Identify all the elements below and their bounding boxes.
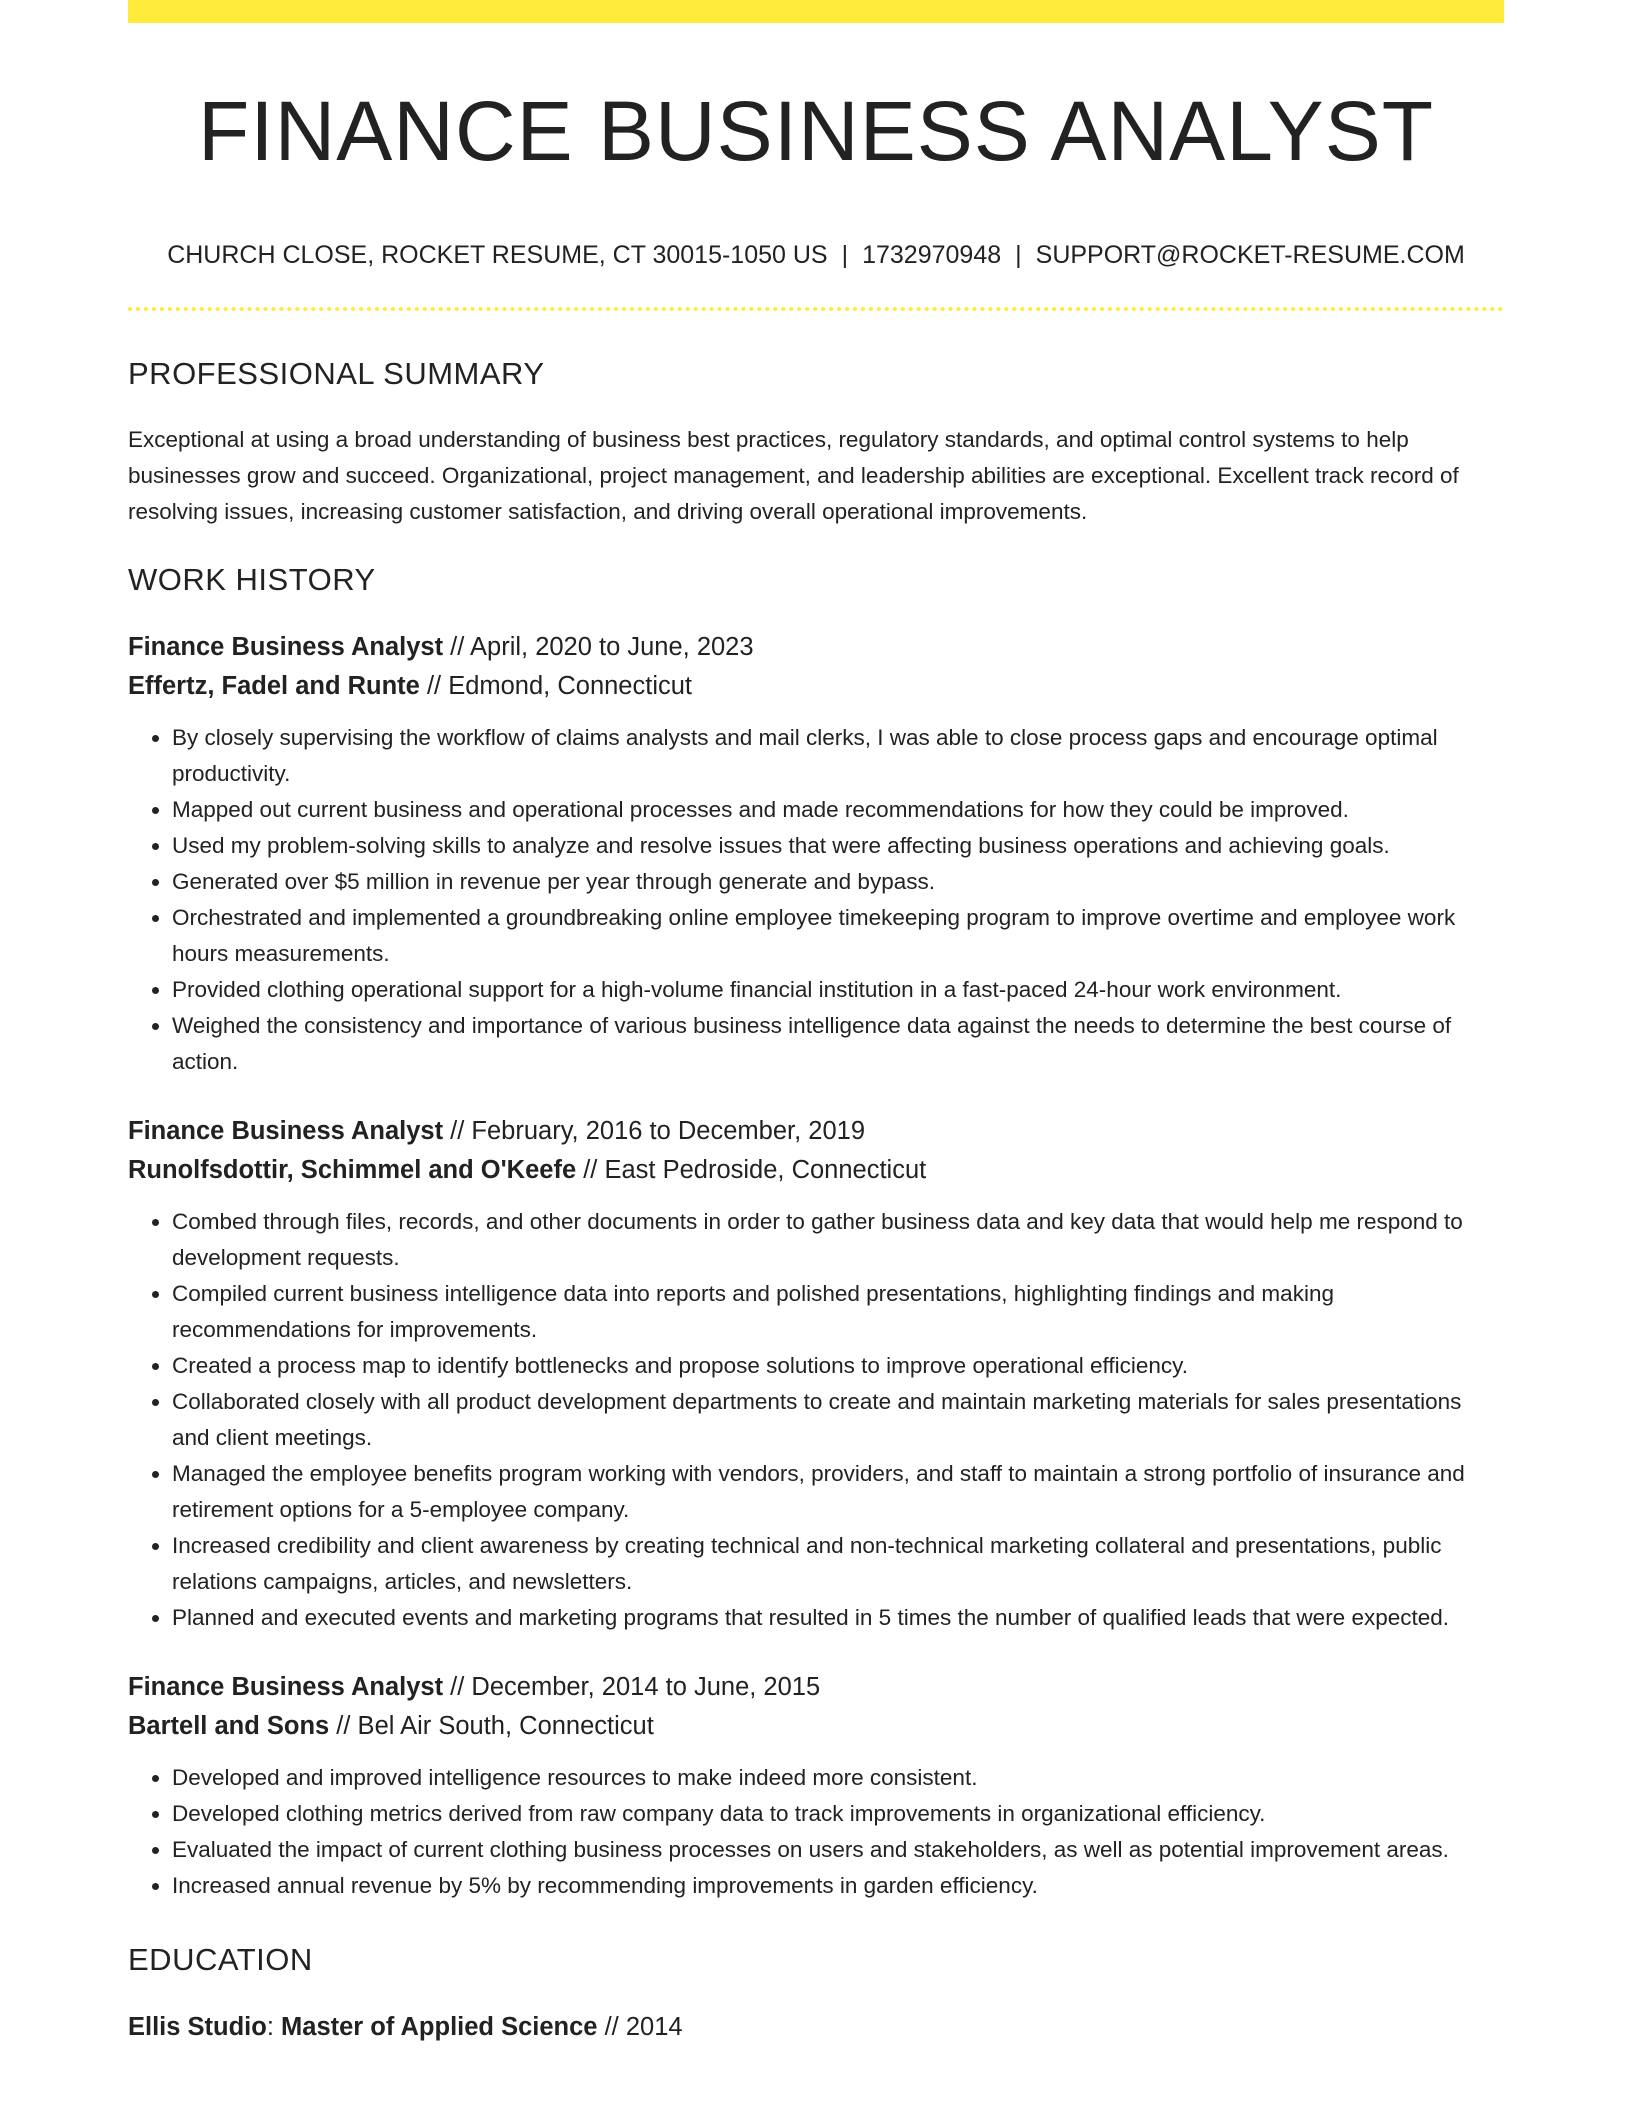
list-item: • Increased credibility and client awareness by creating technical and non-technical marketing collateral and presentations, public relations campaigns, articles, and newsletters.: [172, 1528, 1504, 1600]
job-dates: // February, 2016 to December, 2019: [443, 1117, 866, 1145]
list-item: • Created a process map to identify bottlenecks and propose solutions to improve operational efficiency.: [172, 1348, 1504, 1384]
list-item: • Combed through files, records, and other documents in order to gather business data and key data that would help me respond to development requests.: [172, 1204, 1504, 1276]
job-role: Finance Business Analyst: [128, 1673, 444, 1701]
email: SUPPORT@ROCKET-RESUME.COM: [1035, 241, 1465, 269]
job-role-line: [128, 628, 1504, 667]
list-item: • Compiled current business intelligence data into reports and polished presentations, highlighting findings and making recommendations for improvements.: [172, 1276, 1504, 1348]
job-company: Effertz, Fadel and Runte: [128, 672, 420, 700]
job-role: Finance Business Analyst: [128, 633, 444, 661]
job-company-line: [128, 1151, 1504, 1190]
accent-bar: [128, 0, 1504, 23]
list-item: • Orchestrated and implemented a groundbreaking online employee timekeeping program to improve overtime and employee work hours measurements.: [172, 900, 1504, 972]
list-item: • Developed clothing metrics derived from raw company data to track improvements in organizational efficiency.: [172, 1796, 1504, 1832]
contact-line: [128, 236, 1504, 274]
resume-content: [128, 350, 1504, 2047]
job-role-line: [128, 1112, 1504, 1151]
summary-title: PROFESSIONAL SUMMARY: [128, 356, 545, 391]
education-degree: Master of Applied Science: [281, 2013, 598, 2041]
list-item: • Used my problem-solving skills to analyze and resolve issues that were affecting business operations and achieving goals.: [172, 828, 1504, 864]
list-item: • Evaluated the impact of current clothing business processes on users and stakeholders, as well as potential improvement areas.: [172, 1832, 1504, 1868]
page-title: FINANCE BUSINESS ANALYST: [197, 84, 1435, 178]
job-role-line: [128, 1668, 1504, 1707]
job-location: // Edmond, Connecticut: [419, 672, 693, 700]
list-item: • Planned and executed events and marketing programs that resulted in 5 times the number of qualified leads that were expected.: [172, 1600, 1504, 1636]
job-bullets: [128, 720, 1504, 1080]
work-history-title: WORK HISTORY: [128, 562, 376, 597]
job-location: // East Pedroside, Connecticut: [576, 1156, 927, 1184]
education-school: Ellis Studio: [128, 2013, 267, 2041]
list-item: • Developed and improved intelligence resources to make indeed more consistent.: [172, 1760, 1504, 1796]
job-bullets: [128, 1760, 1504, 1904]
job-dates: // April, 2020 to June, 2023: [443, 633, 754, 661]
list-item: • Mapped out current business and operational processes and made recommendations for how they could be improved.: [172, 792, 1504, 828]
separator: |: [841, 241, 849, 269]
list-item: • By closely supervising the workflow of claims analysts and mail clerks, I was able to close process gaps and encourage optimal productivity.: [172, 720, 1504, 792]
job-dates: // December, 2014 to June, 2015: [443, 1673, 821, 1701]
job-company: Bartell and Sons: [128, 1712, 330, 1740]
list-item: • Managed the employee benefits program working with vendors, providers, and staff to maintain a strong portfolio of insurance and retirement options for a 5-employee company.: [172, 1456, 1504, 1528]
phone: 1732970948: [862, 241, 1002, 269]
list-item: • Increased annual revenue by 5% by recommending improvements in garden efficiency.: [172, 1868, 1504, 1904]
list-item: • Provided clothing operational support for a high-volume financial institution in a fast-paced 24-hour work environment.: [172, 972, 1504, 1008]
job-company: Runolfsdottir, Schimmel and O'Keefe: [128, 1156, 577, 1184]
list-item: • Collaborated closely with all product development departments to create and maintain marketing materials for sales presentations and client meetings.: [172, 1384, 1504, 1456]
address: CHURCH CLOSE, ROCKET RESUME, CT 30015-1050 US: [167, 241, 828, 269]
job-entry: [128, 628, 1504, 1080]
education-entry: Ellis Studio: Master of Applied Science // 2014: [128, 2013, 683, 2041]
separator: |: [1015, 241, 1022, 269]
education-title: EDUCATION: [128, 1942, 313, 1977]
job-location: // Bel Air South, Connecticut: [329, 1712, 654, 1740]
job-company-line: [128, 667, 1504, 706]
list-item: • Generated over $5 million in revenue per year through generate and bypass.: [172, 864, 1504, 900]
summary-text: Exceptional at using a broad understanding of business best practices, regulatory standards, and optimal control systems to help businesses grow and succeed. Organizational, project management, and leadership abilities are exceptional. Excellent track record of resolving issues, increasing customer satisfaction, and driving overall operational improvements.: [128, 427, 1459, 524]
list-item: • Weighed the consistency and importance of various business intelligence data against the needs to determine the best course of action.: [172, 1008, 1504, 1080]
job-bullets: [128, 1204, 1504, 1636]
job-entry: [128, 1668, 1504, 1904]
job-company-line: [128, 1707, 1504, 1746]
job-role: Finance Business Analyst: [128, 1117, 444, 1145]
divider: [128, 307, 1504, 311]
job-entry: [128, 1112, 1504, 1636]
education-year: // 2014: [597, 2013, 683, 2041]
